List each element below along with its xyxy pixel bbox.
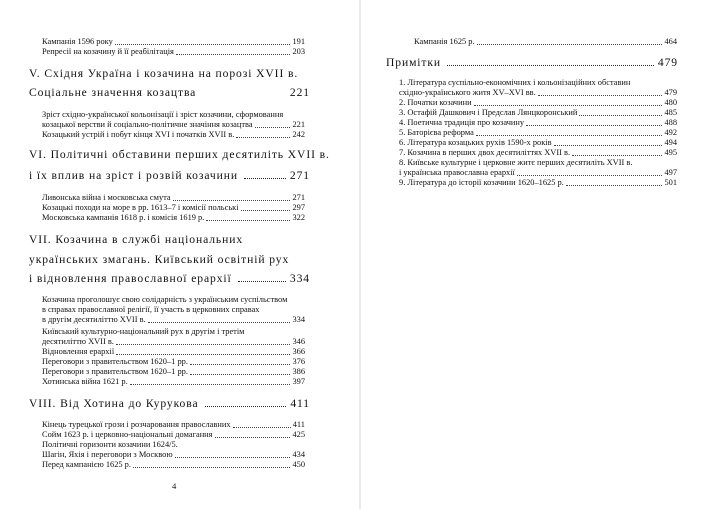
section-heading-8: VIII. Від Хотина до Курукова 411 — [29, 397, 310, 410]
section-heading-6-sub: і їх вплив на зріст і розвій козачини 271 — [29, 169, 310, 182]
section-heading-6: VI. Політичні обставини перших десятиліть XVII в. — [29, 148, 330, 161]
toc-entry: козацької верстви й соціально-політичне значіння козацтва 221 — [42, 120, 305, 129]
note-entry-line: 8. Київське культурне і церковне житє перших десятиліть XVII в. — [399, 158, 633, 167]
right-page — [361, 0, 720, 509]
toc-entry-line: Зріст східно-української кольонізації і зріст козачини, сформовання — [42, 110, 284, 119]
note-entry-line: 1. Література суспільно-економічних і кольонізаційних обставин — [399, 78, 631, 87]
note-entry: 9. Література до історії козачини 1620–1625 р. 501 — [399, 178, 677, 187]
note-entry: східно-українського житя XV–XVI вв. 479 — [399, 88, 677, 97]
toc-entry: в другім десятиліттю XVII в. 334 — [42, 315, 305, 324]
toc-entry: Шагін, Яхія і переговори з Москвою 434 — [42, 450, 305, 459]
section-heading-5-sub: Соціальне значення козацтва 221 — [29, 86, 310, 99]
toc-entry-line: Козачина проголошує свою солідарність з українським суспільством — [42, 295, 288, 304]
note-entry: 3. Остафій Дашкович і Предслав Лянцкоронський 485 — [399, 108, 677, 117]
toc-entry: Кампанія 1625 р. 464 — [414, 37, 677, 46]
toc-entry-line: в справах православної релігії, її участь в церковних справах — [42, 305, 260, 314]
toc-entry-line: Київський культурно-національний рух в другім і третім — [42, 327, 245, 336]
note-entry: 5. Баторієва реформа 492 — [399, 128, 677, 137]
toc-entry: Політичні горизонти козачини 1624/5. — [42, 440, 178, 449]
note-entry: 4. Поетична традиція про козачину 488 — [399, 118, 677, 127]
toc-entry: Переговори з правительством 1620–1 рр. 386 — [42, 367, 305, 376]
section-heading-5: V. Східня Україна і козачина на порозі XVII в. — [29, 67, 299, 80]
note-entry: 7. Козачина в перших двох десятиліттях XVII в. 495 — [399, 148, 677, 157]
page-number: 4 — [172, 481, 177, 491]
toc-entry: Кінець турецької грози і розчаровання православних 411 — [42, 420, 305, 429]
note-entry: 2. Початки козачини 480 — [399, 98, 677, 107]
toc-entry: Козацький устрій і побут кінця XVI і початків XVII в. 242 — [42, 130, 305, 139]
toc-entry: Козацькі походи на море в рр. 1613–7 і комісії польські 297 — [42, 203, 305, 212]
toc-entry: десятиліттю XVII в. 346 — [42, 337, 305, 346]
note-entry: 6. Література козацьких рухів 1590-х років 494 — [399, 138, 677, 147]
toc-entry: Ливонська війна і московська смута 271 — [42, 193, 305, 202]
toc-entry: Перед кампанією 1625 р. 450 — [42, 460, 305, 469]
note-entry: і українська православна ерархії 497 — [399, 168, 677, 177]
section-heading-notes: Примітки 479 — [386, 56, 678, 69]
toc-entry: Кампанія 1596 року 191 — [42, 37, 305, 46]
left-page — [0, 0, 359, 509]
toc-entry: Переговори з правительством 1620–1 рр. 376 — [42, 357, 305, 366]
section-heading-7-line2: українських змагань. Київський освітній рух — [29, 253, 290, 266]
toc-entry: Репресії на козачину й її реабілітація 203 — [42, 47, 305, 56]
section-heading-7-line3: і відновлення православної ерархії 334 — [29, 272, 310, 285]
toc-entry: Московська кампанія 1618 р. і комісія 1619 р. 322 — [42, 213, 305, 222]
toc-entry: Відновлення ерархії 366 — [42, 347, 305, 356]
section-heading-7: VII. Козачина в службі національних — [29, 233, 244, 246]
toc-entry: Хотинська війна 1621 р. 397 — [42, 377, 305, 386]
toc-entry: Сойм 1623 р. і церковно-національні домагання 425 — [42, 430, 305, 439]
